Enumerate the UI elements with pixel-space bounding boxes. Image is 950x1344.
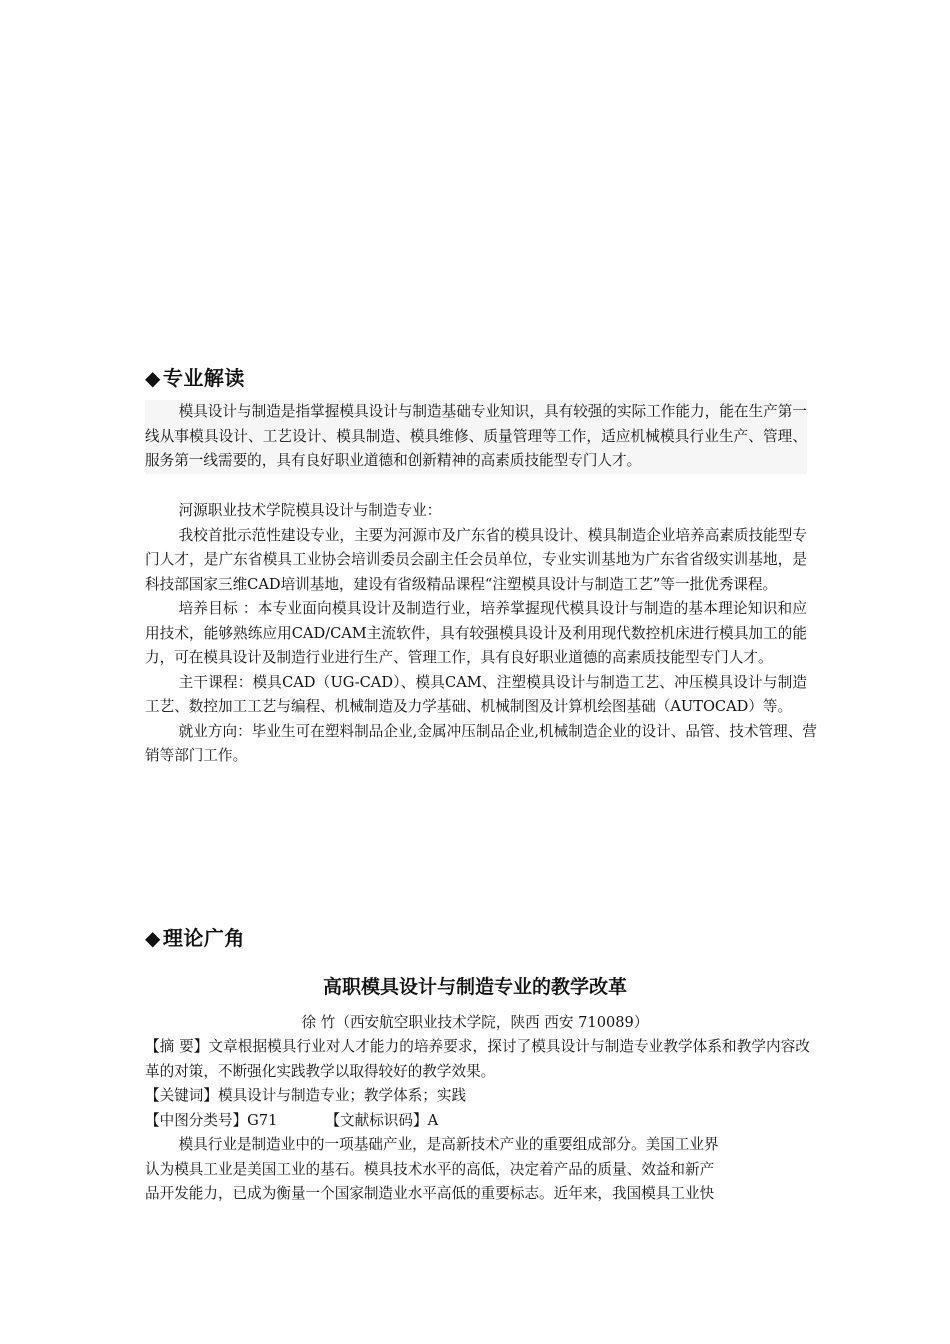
section-title: 专业解读	[162, 366, 245, 390]
body-line-2: 认为模具工业是美国工业的基石。模具技术水平的高低，决定着产品的质量、效益和新产	[145, 1160, 715, 1178]
section-heading-professional	[145, 362, 245, 391]
doc-code-label: 【文献标识码】	[325, 1111, 428, 1129]
body-line-1: 模具行业是制造业中的一项基础产业，是高新技术产业的重要组成部分。美国工业界	[178, 1136, 719, 1153]
clc-label: 【中图分类号】	[145, 1111, 248, 1129]
diamond-icon: ◆	[145, 926, 161, 950]
article-author: 徐 竹（西安航空职业技术学院，陕西 西安 710089）	[301, 1014, 649, 1031]
section-title: 理论广角	[162, 926, 245, 950]
clc-value: G71	[247, 1111, 278, 1129]
keywords-text: 模具设计与制造专业；教学体系；实践	[217, 1087, 467, 1104]
abstract-label: 【摘 要】	[145, 1038, 209, 1055]
section-heading-theory	[145, 922, 245, 951]
intro-block	[145, 400, 807, 474]
keywords	[145, 1084, 810, 1109]
article-title: 高职模具设计与制造专业的教学改革	[322, 976, 627, 998]
body-line-3: 品开发能力，已成为衡量一个国家制造业水平高低的重要标志。近年来，我国模具工业快	[145, 1185, 715, 1202]
intro-paragraph: 模具设计与制造是指掌握模具设计与制造基础专业知识，具有较强的实际工作能力，能在生产第一线从事模具设计、工艺设计、模具制造、模具维修、质量管理等工作，适应机械模具行业生产、管理、服务第一线需要的，具有良好职业道德和创新精神的高素质技能型专门人才。	[145, 403, 807, 469]
article-meta	[145, 1035, 810, 1207]
diamond-icon: ◆	[145, 366, 161, 390]
keywords-label: 【关键词】	[145, 1087, 218, 1104]
school-section	[145, 499, 817, 769]
doc-code-value: A	[427, 1111, 439, 1129]
abstract	[145, 1035, 810, 1084]
school-description: 我校首批示范性建设专业，主要为河源市及广东省的模具设计、模具制造企业培养高素质技能型专门人才，是广东省模具工业协会培训委员会副主任会员单位，专业实训基地为广东省省级实训基地，是科技部国家三维CAD培训基地，建设有省级精品课程“注塑模具设计与制造工艺”等一批优秀课程。	[145, 526, 807, 593]
training-goal: 培养目标 ：本专业面向模具设计及制造行业，培养掌握现代模具设计与制造的基本理论知识和应用技术，能够熟练应用CAD/CAM主流软件，具有较强模具设计及利用现代数控机床进行模具加工的能力，可在模具设计及制造行业进行生产、管理工作，具有良好职业道德的高素质技能型专门人才。	[145, 600, 807, 666]
employment-direction: 就业方向：毕业生可在塑料制品企业,金属冲压制品企业,机械制造企业的设计、品管、技术管理、营销等部门工作。	[145, 722, 817, 764]
classification	[145, 1109, 810, 1134]
main-courses: 主干课程：模具CAD（UG-CAD）、模具CAM、注塑模具设计与制造工艺、冲压模具设计与制造工艺、数控加工工艺与编程、机械制造及力学基础、机械制图及计算机绘图基础（AUTOCAD）等。	[145, 673, 807, 715]
school-heading: 河源职业技术学院模具设计与制造专业：	[178, 502, 442, 519]
abstract-text: 文章根据模具行业对人才能力的培养要求，探讨了模具设计与制造专业教学体系和教学内容改革的对策，不断强化实践教学以取得较好的教学效果。	[145, 1038, 810, 1080]
